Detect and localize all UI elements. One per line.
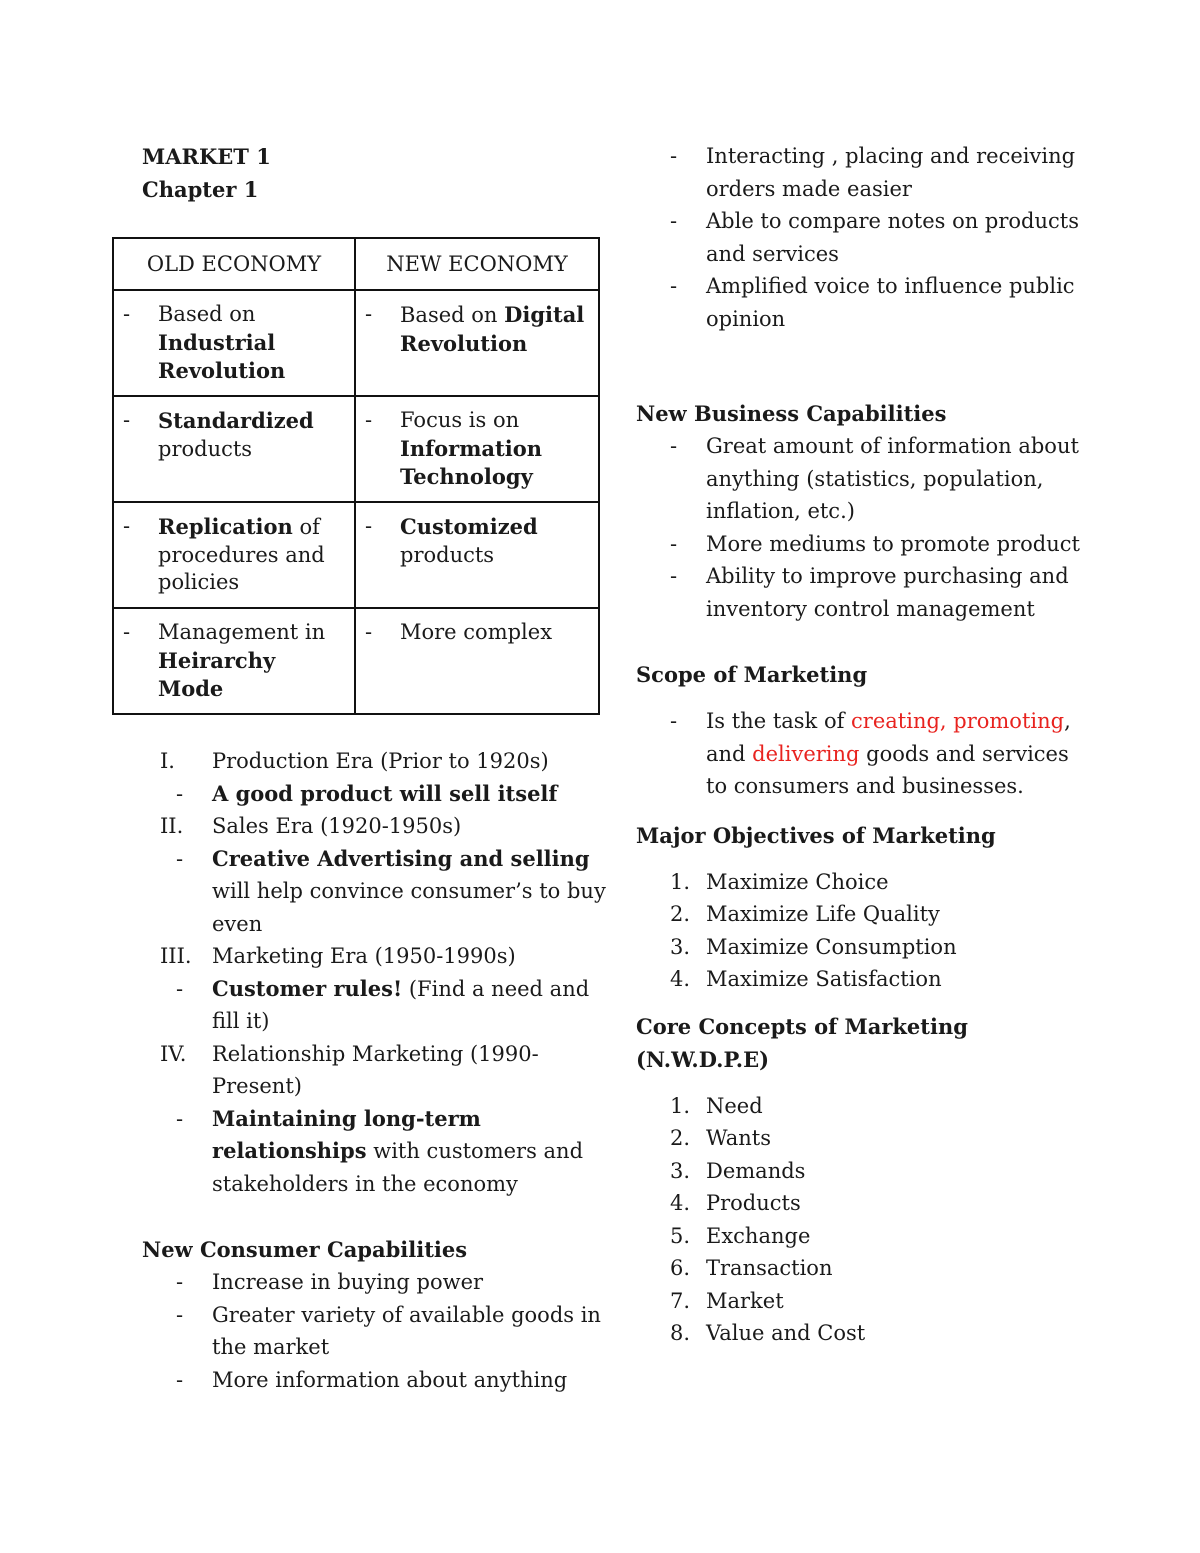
cell-item bbox=[356, 609, 598, 647]
old-economy-cell bbox=[113, 396, 355, 502]
cell-item bbox=[114, 609, 354, 704]
dash-bullet: - bbox=[670, 274, 678, 298]
economy-comparison-table bbox=[112, 237, 600, 715]
new-economy-cell bbox=[355, 608, 599, 714]
cell-item bbox=[356, 291, 598, 358]
cell-item bbox=[114, 291, 354, 386]
consumer-capability-text: Able to compare notes on products and services bbox=[706, 209, 1080, 266]
text-run: goods and services to consumers and businesses. bbox=[706, 741, 1069, 798]
text-run: Replication bbox=[158, 514, 293, 539]
text-run: Digital Revolution bbox=[400, 302, 585, 356]
era-detail-text bbox=[212, 973, 612, 1038]
dash-bullet: - bbox=[670, 144, 678, 168]
business-capabilities-heading: New Business Capabilities bbox=[636, 401, 947, 426]
consumer-capability-text: Greater variety of available goods in the market bbox=[212, 1302, 601, 1359]
scope-item bbox=[636, 705, 1086, 803]
core-concept-item bbox=[636, 1187, 1086, 1220]
dash-bullet: - bbox=[176, 1302, 184, 1327]
dash-bullet: - bbox=[670, 209, 678, 233]
consumer-capability bbox=[142, 1299, 612, 1364]
text-run: delivering bbox=[752, 741, 860, 766]
cell-text bbox=[158, 513, 346, 597]
objective-item-text: Maximize Satisfaction bbox=[706, 967, 942, 991]
table-row bbox=[113, 502, 599, 608]
list-number: 4. bbox=[670, 1191, 691, 1215]
roman-numeral: III. bbox=[160, 944, 192, 968]
core-concept-item-text: Need bbox=[706, 1093, 763, 1118]
objective-item bbox=[636, 931, 1086, 964]
core-concept-item-text: Exchange bbox=[706, 1223, 811, 1248]
text-run: Focus is on bbox=[400, 408, 520, 432]
roman-numeral: II. bbox=[160, 814, 184, 838]
dash-bullet: - bbox=[670, 531, 678, 556]
objective-item bbox=[636, 866, 1086, 899]
consumer-capability-text: Increase in buying power bbox=[212, 1270, 484, 1294]
old-economy-cell bbox=[113, 290, 355, 396]
business-capability bbox=[636, 560, 1086, 625]
list-number: 3. bbox=[670, 934, 691, 959]
consumer-capabilities-heading: New Consumer Capabilities bbox=[142, 1237, 468, 1262]
era-item bbox=[142, 810, 612, 843]
text-run: Management in bbox=[158, 620, 326, 644]
core-concept-item bbox=[636, 1317, 1086, 1350]
text-run: with customers and stakeholders in the economy bbox=[212, 1139, 584, 1196]
consumer-capability bbox=[636, 205, 1086, 270]
text-run: (Find a need and fill it) bbox=[212, 976, 590, 1033]
table-body bbox=[113, 290, 599, 714]
dash-bullet: - bbox=[176, 1367, 184, 1392]
era-detail bbox=[142, 1103, 612, 1201]
new-economy-cell bbox=[355, 502, 599, 608]
core-concept-item bbox=[636, 1220, 1086, 1253]
dash-bullet: - bbox=[365, 408, 373, 432]
old-economy-cell bbox=[113, 502, 355, 608]
text-run: Standardized bbox=[158, 408, 314, 433]
core-concept-item-text: Products bbox=[706, 1191, 801, 1215]
cell-item bbox=[114, 397, 354, 463]
dash-bullet: - bbox=[176, 1106, 184, 1131]
document-title: MARKET 1 bbox=[142, 144, 271, 169]
core-concepts-list bbox=[636, 1090, 1086, 1350]
text-run: Based on bbox=[158, 302, 256, 326]
text-run: Creative Advertising and selling bbox=[212, 845, 590, 871]
era-detail bbox=[142, 843, 612, 941]
dash-bullet: - bbox=[670, 434, 678, 458]
objective-item-text: Maximize Consumption bbox=[706, 934, 957, 959]
list-number: 5. bbox=[670, 1223, 691, 1248]
core-concept-item bbox=[636, 1285, 1086, 1318]
header-new-economy: NEW ECONOMY bbox=[355, 238, 599, 290]
dash-bullet: - bbox=[176, 976, 184, 1001]
scope-heading: Scope of Marketing bbox=[636, 662, 868, 687]
dash-bullet: - bbox=[365, 514, 373, 538]
core-concepts-acronym: (N.W.D.P.E) bbox=[636, 1046, 770, 1072]
core-concept-item bbox=[636, 1122, 1086, 1155]
text-run: Heirarchy Mode bbox=[158, 647, 276, 701]
list-number: 1. bbox=[670, 1093, 691, 1118]
roman-numeral: I. bbox=[160, 749, 175, 773]
consumer-capability bbox=[636, 270, 1086, 335]
text-run: Industrial Revolution bbox=[158, 329, 286, 383]
era-detail-text bbox=[212, 1103, 612, 1201]
cell-text bbox=[400, 513, 590, 569]
eras-section bbox=[142, 745, 612, 1396]
core-concept-item-text: Demands bbox=[706, 1158, 806, 1183]
cell-text bbox=[158, 407, 346, 463]
consumer-capability bbox=[142, 1364, 612, 1397]
text-run: of procedures and policies bbox=[158, 515, 325, 594]
consumer-capability-text: More information about anything bbox=[212, 1367, 568, 1392]
era-detail-text bbox=[212, 843, 612, 941]
era-item bbox=[142, 940, 612, 973]
list-number: 1. bbox=[670, 869, 691, 894]
objective-item-text: Maximize Choice bbox=[706, 869, 889, 894]
consumer-capability bbox=[142, 1266, 612, 1299]
consumer-capability bbox=[636, 140, 1086, 205]
era-label: Sales Era (1920-1950s) bbox=[212, 814, 462, 838]
core-concept-item-text: Value and Cost bbox=[706, 1321, 866, 1345]
consumer-capability-text: Amplified voice to influence public opinion bbox=[706, 274, 1075, 331]
objectives-list bbox=[636, 866, 1086, 996]
consumer-capability-text: Interacting , placing and receiving orders made easier bbox=[706, 144, 1076, 201]
core-concept-item-text: Transaction bbox=[706, 1256, 833, 1280]
cell-text bbox=[400, 301, 590, 358]
dash-bullet: - bbox=[670, 709, 678, 733]
right-column bbox=[636, 140, 1086, 1350]
eras-list bbox=[142, 745, 612, 1200]
chapter-label: Chapter 1 bbox=[142, 177, 259, 202]
dash-bullet: - bbox=[123, 620, 131, 644]
cell-item bbox=[356, 397, 598, 492]
business-capability-text: Ability to improve purchasing and inventory control management bbox=[706, 564, 1069, 621]
business-capability-text: Great amount of information about anything (statistics, population, inflation, etc.) bbox=[706, 434, 1079, 523]
core-concept-item bbox=[636, 1252, 1086, 1285]
cell-text bbox=[400, 407, 590, 492]
list-number: 7. bbox=[670, 1288, 691, 1313]
new-economy-cell bbox=[355, 290, 599, 396]
business-capabilities-list bbox=[636, 430, 1086, 625]
cell-text bbox=[400, 619, 552, 647]
text-run: will help convince consumer’s to buy even bbox=[212, 879, 606, 936]
dash-bullet: - bbox=[123, 514, 131, 538]
text-run: Based on bbox=[400, 303, 498, 327]
table-header-row bbox=[113, 238, 599, 290]
table-row bbox=[113, 290, 599, 396]
dash-bullet: - bbox=[670, 564, 678, 588]
list-number: 6. bbox=[670, 1256, 691, 1280]
text-run: Information Technology bbox=[400, 435, 542, 489]
business-capability bbox=[636, 430, 1086, 528]
text-run: Customized bbox=[400, 514, 538, 539]
objective-item bbox=[636, 898, 1086, 931]
dash-bullet: - bbox=[365, 302, 373, 326]
era-detail-text bbox=[212, 778, 557, 811]
objective-item-text: Maximize Life Quality bbox=[706, 902, 940, 926]
cell-item bbox=[356, 503, 598, 569]
scope-text bbox=[706, 705, 1086, 803]
dash-bullet: - bbox=[123, 408, 131, 432]
title-block bbox=[142, 140, 612, 206]
text-run: Customer rules! bbox=[212, 975, 403, 1001]
list-number: 3. bbox=[670, 1158, 691, 1183]
text-run: products bbox=[400, 542, 495, 567]
era-item bbox=[142, 745, 612, 778]
list-number: 2. bbox=[670, 1126, 691, 1150]
list-number: 4. bbox=[670, 967, 691, 991]
cell-text bbox=[158, 619, 346, 704]
core-concept-item bbox=[636, 1155, 1086, 1188]
era-label: Production Era (Prior to 1920s) bbox=[212, 749, 549, 773]
objective-item bbox=[636, 963, 1086, 996]
core-concept-item-text: Wants bbox=[706, 1126, 772, 1150]
core-concept-item bbox=[636, 1090, 1086, 1123]
dash-bullet: - bbox=[176, 1270, 184, 1294]
text-run: , and bbox=[706, 709, 1071, 766]
era-item bbox=[142, 1038, 612, 1103]
business-capability bbox=[636, 528, 1086, 561]
text-run: Maintaining long-term relationships bbox=[212, 1105, 481, 1163]
dash-bullet: - bbox=[176, 781, 184, 806]
header-old-economy: OLD ECONOMY bbox=[113, 238, 355, 290]
era-label: Marketing Era (1950-1990s) bbox=[212, 944, 516, 968]
core-concept-item-text: Market bbox=[706, 1288, 784, 1313]
text-run: products bbox=[158, 436, 253, 461]
table-row bbox=[113, 608, 599, 714]
era-detail bbox=[142, 973, 612, 1038]
objectives-heading: Major Objectives of Marketing bbox=[636, 822, 996, 848]
core-concepts-heading: Core Concepts of Marketing bbox=[636, 1013, 968, 1039]
list-number: 2. bbox=[670, 902, 691, 926]
business-capability-text: More mediums to promote product bbox=[706, 531, 1080, 556]
new-economy-cell bbox=[355, 396, 599, 502]
era-detail bbox=[142, 778, 612, 811]
roman-numeral: IV. bbox=[160, 1041, 187, 1066]
dash-bullet: - bbox=[123, 302, 131, 326]
old-economy-cell bbox=[113, 608, 355, 714]
text-run: A good product will sell itself bbox=[212, 780, 558, 806]
text-run: More complex bbox=[400, 620, 553, 644]
consumer-capabilities-continued bbox=[636, 140, 1086, 335]
list-number: 8. bbox=[670, 1321, 691, 1345]
dash-bullet: - bbox=[365, 620, 373, 644]
table-row bbox=[113, 396, 599, 502]
cell-text bbox=[158, 301, 346, 386]
consumer-capabilities-list bbox=[142, 1266, 612, 1396]
era-label: Relationship Marketing (1990-Present) bbox=[212, 1041, 539, 1098]
text-run: Is the task of bbox=[706, 709, 852, 733]
text-run: creating, promoting bbox=[851, 709, 1065, 733]
dash-bullet: - bbox=[176, 846, 184, 871]
cell-item bbox=[114, 503, 354, 597]
